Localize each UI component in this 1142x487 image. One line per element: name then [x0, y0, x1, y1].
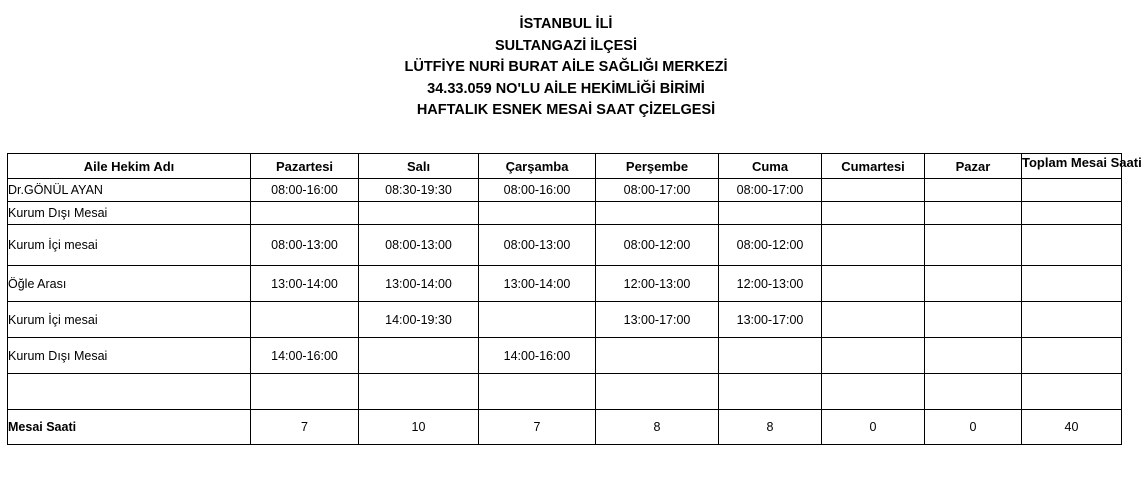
- cell-thursday: [596, 338, 719, 374]
- col-header-wednesday: Çarşamba: [479, 154, 596, 179]
- cell-total: [1022, 179, 1122, 202]
- cell-friday: [719, 202, 822, 225]
- cell-sunday: [925, 302, 1022, 338]
- col-header-tuesday: Salı: [359, 154, 479, 179]
- table-row: [8, 374, 1122, 410]
- table-row: [8, 266, 1122, 302]
- cell-friday: [719, 374, 822, 410]
- cell-thursday: 08:00-17:00: [596, 179, 719, 202]
- cell-saturday: [822, 225, 925, 266]
- schedule-table: [7, 153, 1142, 445]
- cell-saturday: [822, 179, 925, 202]
- total-row: [8, 410, 1122, 445]
- cell-wednesday: [479, 302, 596, 338]
- cell-total: [1022, 338, 1122, 374]
- cell-thursday: 12:00-13:00: [596, 266, 719, 302]
- total-row-label: Mesai Saati: [8, 410, 251, 445]
- row-label: Kurum Dışı Mesai: [8, 202, 251, 225]
- cell-monday: 13:00-14:00: [251, 266, 359, 302]
- cell-friday: 08:00-17:00: [719, 179, 822, 202]
- table-row: [8, 225, 1122, 266]
- header-row: [8, 154, 1122, 179]
- cell-sunday: [925, 179, 1022, 202]
- cell-thursday: [596, 202, 719, 225]
- cell-monday: 14:00-16:00: [251, 338, 359, 374]
- total-friday: 8: [719, 410, 822, 445]
- row-label: Kurum İçi mesai: [8, 225, 251, 266]
- header-unit: 34.33.059 NO'LU AİLE HEKİMLİĞİ BİRİMİ: [427, 80, 705, 97]
- table-row: [8, 338, 1122, 374]
- col-header-saturday: Cumartesi: [822, 154, 925, 179]
- cell-monday: [251, 374, 359, 410]
- cell-saturday: [822, 202, 925, 225]
- header-schedule-title: HAFTALIK ESNEK MESAİ SAAT ÇİZELGESİ: [416, 102, 716, 118]
- cell-tuesday: [359, 374, 479, 410]
- header-province: İSTANBUL İLİ: [519, 16, 613, 32]
- cell-monday: [251, 302, 359, 338]
- cell-wednesday: 14:00-16:00: [479, 338, 596, 374]
- col-header-thursday: Perşembe: [596, 154, 719, 179]
- cell-sunday: [925, 202, 1022, 225]
- table-row: [8, 202, 1122, 225]
- cell-saturday: [822, 302, 925, 338]
- cell-monday: 08:00-16:00: [251, 179, 359, 202]
- cell-saturday: [822, 374, 925, 410]
- table-row: [8, 302, 1122, 338]
- cell-wednesday: 08:00-16:00: [479, 179, 596, 202]
- total-tuesday: 10: [359, 410, 479, 445]
- cell-friday: [719, 338, 822, 374]
- cell-wednesday: 13:00-14:00: [479, 266, 596, 302]
- total-saturday: 0: [822, 410, 925, 445]
- total-weekly: 40: [1022, 410, 1122, 445]
- col-header-total: [1022, 154, 1142, 179]
- cell-wednesday: [479, 202, 596, 225]
- document-header: [0, 14, 1132, 122]
- cell-saturday: [822, 338, 925, 374]
- cell-tuesday: 08:30-19:30: [359, 179, 479, 202]
- col-header-total-label: Toplam Mesai Saati: [1022, 155, 1142, 170]
- cell-wednesday: 08:00-13:00: [479, 225, 596, 266]
- cell-total: [1022, 266, 1122, 302]
- cell-thursday: 08:00-12:00: [596, 225, 719, 266]
- cell-friday: 12:00-13:00: [719, 266, 822, 302]
- cell-total: [1022, 225, 1122, 266]
- total-monday: 7: [251, 410, 359, 445]
- table-row: [8, 179, 1122, 202]
- cell-tuesday: 08:00-13:00: [359, 225, 479, 266]
- total-wednesday: 7: [479, 410, 596, 445]
- row-label: [8, 374, 251, 410]
- cell-total: [1022, 202, 1122, 225]
- cell-thursday: [596, 374, 719, 410]
- row-label: Öğle Arası: [8, 266, 251, 302]
- cell-thursday: 13:00-17:00: [596, 302, 719, 338]
- row-label: Kurum Dışı Mesai: [8, 338, 251, 374]
- cell-friday: 08:00-12:00: [719, 225, 822, 266]
- cell-sunday: [925, 266, 1022, 302]
- row-label: Dr.GÖNÜL AYAN: [8, 179, 251, 202]
- cell-total: [1022, 374, 1122, 410]
- row-label: Kurum İçi mesai: [8, 302, 251, 338]
- col-header-monday: Pazartesi: [251, 154, 359, 179]
- cell-friday: 13:00-17:00: [719, 302, 822, 338]
- col-header-physician: Aile Hekim Adı: [8, 154, 251, 179]
- cell-tuesday: 13:00-14:00: [359, 266, 479, 302]
- total-sunday: 0: [925, 410, 1022, 445]
- cell-total: [1022, 302, 1122, 338]
- cell-tuesday: [359, 338, 479, 374]
- total-thursday: 8: [596, 410, 719, 445]
- header-district: SULTANGAZİ İLÇESİ: [494, 37, 638, 54]
- cell-monday: [251, 202, 359, 225]
- cell-sunday: [925, 374, 1022, 410]
- cell-sunday: [925, 338, 1022, 374]
- cell-sunday: [925, 225, 1022, 266]
- cell-saturday: [822, 266, 925, 302]
- col-header-sunday: Pazar: [925, 154, 1022, 179]
- cell-wednesday: [479, 374, 596, 410]
- cell-monday: 08:00-13:00: [251, 225, 359, 266]
- cell-tuesday: 14:00-19:30: [359, 302, 479, 338]
- header-health-center: LÜTFİYE NURİ BURAT AİLE SAĞLIĞI MERKEZİ: [404, 59, 728, 75]
- col-header-friday: Cuma: [719, 154, 822, 179]
- cell-tuesday: [359, 202, 479, 225]
